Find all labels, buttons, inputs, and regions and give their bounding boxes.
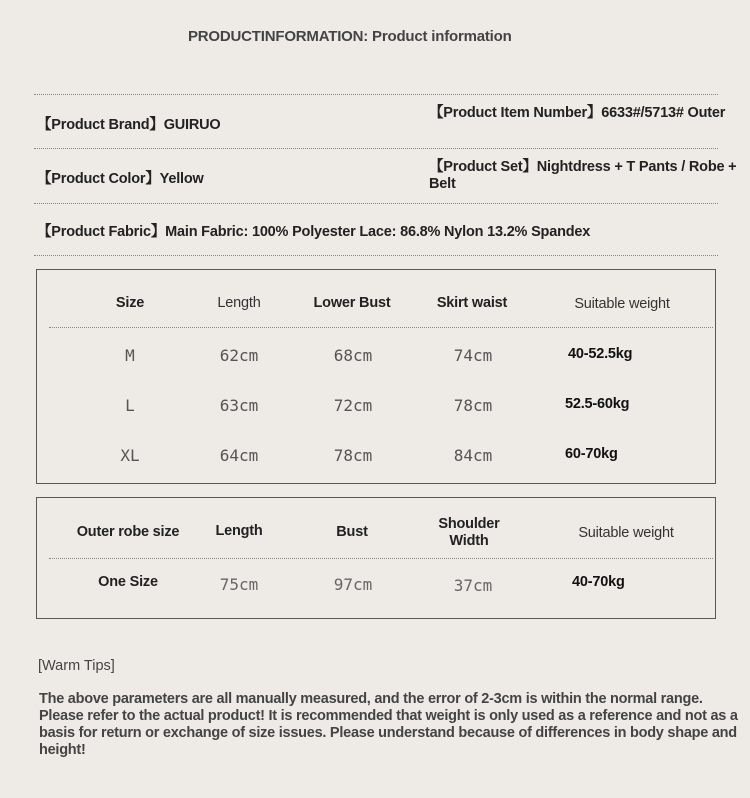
- skirt-waist-cell: 78cm: [453, 396, 493, 415]
- column-header: Suitable weight: [574, 296, 670, 312]
- warm-tips-text: The above parameters are all manually measured, and the error of 2-3cm is within the normal range. Please refer to the actual product! It is recommended that weight is only used as a reference and not as a basis for return or exchange of size issues. Please understand because of differences in body shape and height!: [39, 691, 738, 758]
- product-fabric: 【Product Fabric】Main Fabric: 100% Polyester Lace: 86.8% Nylon 13.2% Spandex: [37, 224, 591, 240]
- length-cell: 75cm: [219, 575, 259, 594]
- column-header: Length: [217, 295, 261, 311]
- column-header: Suitable weight: [578, 525, 674, 541]
- divider: [34, 148, 718, 149]
- column-header: Lower Bust: [313, 295, 391, 311]
- weight-cell: 40-52.5kg: [568, 346, 633, 362]
- column-header: Shoulder Width: [438, 516, 500, 549]
- length-cell: 63cm: [219, 396, 259, 415]
- weight-cell: 40-70kg: [572, 574, 625, 590]
- divider: [34, 255, 718, 256]
- column-header: Length: [215, 523, 263, 539]
- size-cell: L: [125, 396, 135, 415]
- skirt-waist-cell: 74cm: [453, 346, 493, 365]
- warm-tips-heading: [Warm Tips]: [38, 658, 115, 674]
- divider: [49, 558, 713, 559]
- skirt-waist-cell: 84cm: [453, 446, 493, 465]
- lower-bust-cell: 68cm: [333, 346, 373, 365]
- column-header: Skirt waist: [436, 295, 508, 311]
- column-header: Bust: [336, 524, 368, 540]
- bust-cell: 97cm: [333, 575, 373, 594]
- divider: [34, 203, 718, 204]
- product-item-number: 【Product Item Number】6633#/5713# Outer: [429, 105, 726, 121]
- weight-cell: 52.5-60kg: [565, 396, 630, 412]
- robe-size-table: [36, 497, 716, 619]
- weight-cell: 60-70kg: [565, 446, 618, 462]
- product-color: 【Product Color】Yellow: [37, 171, 204, 187]
- size-cell: One Size: [98, 574, 158, 590]
- lower-bust-cell: 78cm: [333, 446, 373, 465]
- page-title: PRODUCTINFORMATION: Product information: [188, 28, 512, 45]
- size-cell: XL: [120, 446, 140, 465]
- divider: [34, 94, 718, 95]
- column-header: Outer robe size: [76, 524, 180, 540]
- size-table: [36, 269, 716, 484]
- length-cell: 64cm: [219, 446, 259, 465]
- product-brand: 【Product Brand】GUIRUO: [37, 117, 221, 133]
- product-set: 【Product Set】Nightdress + T Pants / Robe + Belt: [429, 159, 737, 192]
- lower-bust-cell: 72cm: [333, 396, 373, 415]
- size-cell: M: [125, 346, 135, 365]
- divider: [49, 327, 713, 328]
- column-header: Size: [115, 295, 145, 311]
- shoulder-width-cell: 37cm: [453, 576, 493, 595]
- length-cell: 62cm: [219, 346, 259, 365]
